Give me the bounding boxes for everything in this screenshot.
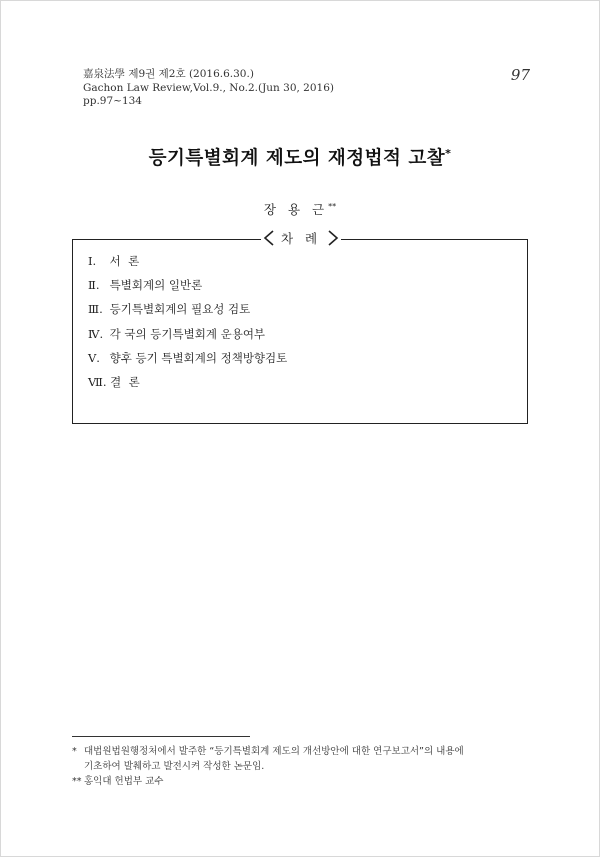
toc-item-number: Ⅲ. <box>88 302 103 317</box>
footnote-2-mark: ** <box>72 776 82 787</box>
journal-pages: pp.97~134 <box>83 95 142 107</box>
footnote-1-line2: 기초하여 발췌하고 발전시켜 작성한 논문임. <box>84 761 265 772</box>
title-footnote-mark: * <box>445 146 452 160</box>
toc-item <box>88 348 287 372</box>
right-angle-bracket-icon <box>327 230 339 246</box>
toc-item-label: 서 론 <box>109 254 140 268</box>
paper-title <box>0 144 600 170</box>
author-footnote-mark: ** <box>328 201 337 211</box>
paper-title-text: 등기특별회계 제도의 재정법적 고찰 <box>148 148 446 169</box>
toc-item-number: Ⅱ. <box>88 278 100 293</box>
footnote-1-continued <box>72 759 532 774</box>
toc-item-label: 각 국의 등기특별회계 운용여부 <box>109 326 266 341</box>
toc-item-number: Ⅰ. <box>88 254 97 268</box>
toc-item-label: 특별회계의 일반론 <box>109 278 203 293</box>
toc-item-number: Ⅴ. <box>88 350 100 365</box>
page-number: 97 <box>510 66 530 84</box>
toc-heading-label: 차 례 <box>281 231 322 246</box>
journal-volume-korean: 嘉泉法學 제9권 제2호 (2016.6.30.) <box>83 68 254 80</box>
left-angle-bracket-icon <box>263 230 275 246</box>
toc-item-label: 향후 등기 특별회계의 정책방향검토 <box>109 350 288 365</box>
toc-item <box>88 324 287 348</box>
toc-item <box>88 251 287 275</box>
toc-item-number: Ⅶ. <box>88 374 107 389</box>
author-name: 장 용 근 <box>263 202 329 217</box>
footnote-2-text: 홍익대 헌법부 교수 <box>84 776 164 787</box>
journal-volume-english: Gachon Law Review,Vol.9., No.2.(Jun 30, 2016) <box>83 81 335 94</box>
footnote-divider <box>72 736 250 737</box>
toc-item <box>88 275 287 299</box>
footnote-1-line1: 대법원법원행정처에서 발주한 “등기특별회계 제도의 개선방안에 대한 연구보고서”의 내용에 <box>84 746 464 757</box>
footnote-1-mark: * <box>72 746 77 757</box>
author <box>0 200 600 218</box>
toc-list <box>88 251 287 396</box>
toc-item-number: Ⅳ. <box>88 326 104 341</box>
toc-item <box>88 372 287 396</box>
journal-info <box>83 68 334 109</box>
footnote-2 <box>72 774 532 789</box>
footnotes <box>72 744 532 789</box>
toc-item <box>88 299 287 323</box>
toc-item-label: 결 론 <box>110 374 140 389</box>
toc-heading <box>261 229 341 247</box>
toc-item-label: 등기특별회계의 필요성 검토 <box>109 302 251 317</box>
footnote-1 <box>72 744 532 759</box>
